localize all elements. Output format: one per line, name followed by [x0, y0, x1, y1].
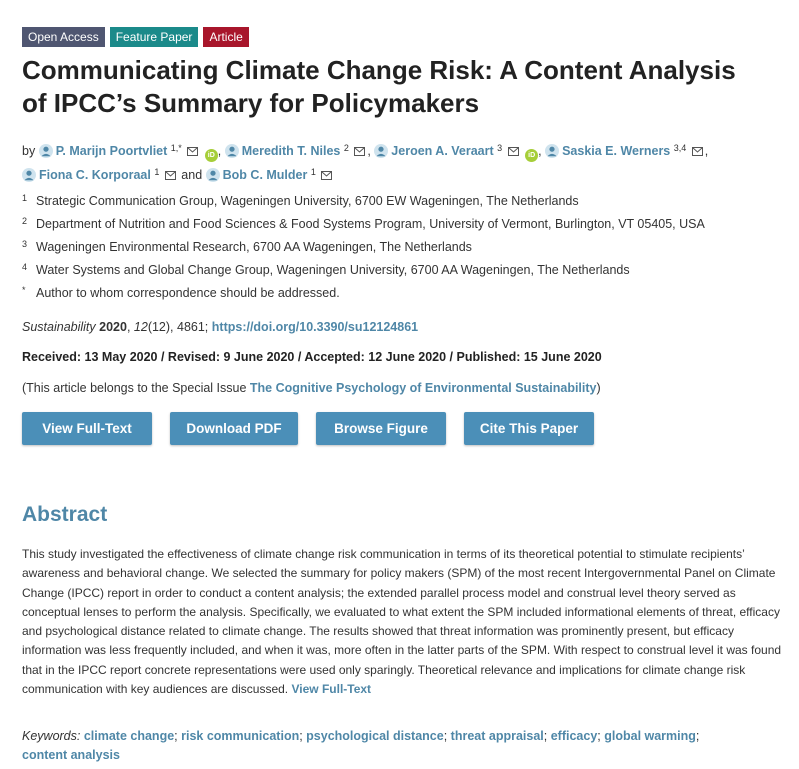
keywords-label: Keywords:: [22, 729, 81, 743]
citation-volume: 12: [133, 320, 148, 334]
author-affiliation-sup: 1,*: [170, 143, 182, 153]
special-issue-suffix: ): [596, 381, 601, 395]
author-link[interactable]: [39, 144, 171, 158]
affiliation: [22, 236, 782, 259]
affiliation-number: 4: [22, 262, 28, 272]
publication-dates: Received: 13 May 2020 / Revised: 9 June 2020 / Accepted: 12 June 2020 / Published: 15 June 2020: [22, 350, 602, 364]
special-issue-note: [22, 381, 601, 395]
and-label: and: [181, 168, 203, 182]
abstract-heading: Abstract: [22, 503, 108, 526]
author-name: Bob C. Mulder: [222, 168, 308, 182]
badge-row: [22, 27, 249, 47]
article-type-badge: Article: [203, 27, 248, 47]
keyword-link[interactable]: psychological distance: [306, 729, 444, 743]
affiliation-text: Wageningen Environmental Research, 6700 AA Wageningen, The Netherlands: [36, 240, 472, 254]
action-buttons: [22, 412, 594, 445]
author-name: Saskia E. Werners: [562, 144, 671, 158]
cite-paper-button[interactable]: Cite This Paper: [464, 412, 594, 445]
feature-paper-badge[interactable]: Feature Paper: [110, 27, 199, 47]
affiliation-number: 3: [22, 239, 28, 249]
author-list: by P. Marijn Poortvliet $^{1,*}$ iD , Meredith T. Niles $^2$ , Jeroen A. Veraart $^3$ iD , Saskia E. Werners $^{3,4}$ , Fiona C. Korporaal $^1$ and Bob C. Mulder $^1$: [22, 143, 709, 182]
browse-figure-button[interactable]: Browse Figure: [316, 412, 446, 445]
affiliation-list: [22, 190, 782, 305]
author-name: Fiona C. Korporaal: [39, 168, 151, 182]
keyword-link[interactable]: risk communication: [181, 729, 300, 743]
author-link[interactable]: [22, 168, 154, 182]
keyword-link[interactable]: content analysis: [22, 748, 120, 762]
author-affiliation-sup: 2: [343, 143, 349, 153]
person-icon: [39, 144, 53, 158]
affiliation-number: 1: [22, 193, 28, 203]
citation-article-number: , 4861;: [170, 320, 209, 334]
affiliation-text: Author to whom correspondence should be addressed.: [36, 286, 340, 300]
special-issue-link[interactable]: The Cognitive Psychology of Environmental Sustainability: [249, 381, 597, 395]
keyword-link[interactable]: threat appraisal: [450, 729, 544, 743]
author-link[interactable]: [225, 144, 344, 158]
author-name: Meredith T. Niles: [241, 144, 341, 158]
person-icon: [225, 144, 239, 158]
article-title: Communicating Climate Change Risk: A Content Analysis of IPCC’s Summary for Policymakers: [22, 55, 736, 118]
keywords-section: Keywords: climate change; risk communication; psychological distance; threat appraisal; efficacy; global warming; content analysis: [22, 729, 700, 762]
author-affiliation-sup: 1: [310, 167, 316, 177]
affiliation-text: Strategic Communication Group, Wageningen University, 6700 EW Wageningen, The Netherlands: [36, 194, 579, 208]
author-link[interactable]: [374, 144, 497, 158]
person-icon: [22, 168, 36, 182]
abstract-body: [22, 545, 782, 699]
citation-issue: (12): [147, 320, 171, 334]
open-access-badge[interactable]: Open Access: [22, 27, 105, 47]
doi-link[interactable]: https://doi.org/10.3390/su12124861: [211, 320, 419, 334]
author-name: Jeroen A. Veraart: [391, 144, 494, 158]
abstract-text: This study investigated the effectiveness of climate change risk communication in terms of its theoretical potential to stimulate recipients’ awareness and behavioral change. We selected the summary for policy makers (SPM) of the most recent Intergovernmental Panel on Climate Change (IPCC) report in order to conduct a content analysis; the extended parallel process model and construal level theory served as conceptual lenses to perform the analysis. Specifically, we evaluated to what extent the SPM included informational elements of threat, efficacy and psychological distance related to climate change. The results showed that threat information was prominently present, but efficacy information was less frequently included, and when it was, more often in the latter parts of the SPM. With respect to construal level it was found that in the IPCC report concrete representations were used only sparingly. Theoretical relevance and implications for climate change risk communication with key audiences are discussed.: [22, 547, 782, 697]
person-icon: [374, 144, 388, 158]
keyword-link[interactable]: global warming: [604, 729, 696, 743]
keyword-link[interactable]: efficacy: [550, 729, 598, 743]
orcid-icon[interactable]: iD: [525, 149, 538, 162]
special-issue-prefix: (This article belongs to the Special Issue: [22, 381, 247, 395]
download-pdf-button[interactable]: Download PDF: [170, 412, 298, 445]
affiliation-number: 2: [22, 216, 28, 226]
citation-line: Sustainability 2020, 12(12), 4861; https://doi.org/10.3390/su12124861: [22, 320, 419, 334]
author-link[interactable]: [545, 144, 674, 158]
affiliation-text: Water Systems and Global Change Group, Wageningen University, 6700 AA Wageningen, The Netherlands: [36, 263, 630, 277]
person-icon: [545, 144, 559, 158]
affiliation: [22, 282, 782, 305]
affiliation-number: *: [22, 285, 26, 295]
author-affiliation-sup: 1: [154, 167, 160, 177]
author-link[interactable]: [206, 168, 311, 182]
view-full-text-button[interactable]: View Full-Text: [22, 412, 152, 445]
author-affiliation-sup: 3: [497, 143, 503, 153]
author-name: P. Marijn Poortvliet: [55, 144, 168, 158]
envelope-icon[interactable]: [508, 147, 519, 156]
affiliation-text: Department of Nutrition and Food Sciences & Food Systems Program, University of Vermont, Burlington, VT 05405, USA: [36, 217, 705, 231]
by-label: by: [22, 144, 36, 158]
author-affiliation-sup: 3,4: [673, 143, 687, 153]
envelope-icon[interactable]: [321, 171, 332, 180]
citation-year: 2020: [99, 320, 127, 334]
keyword-link[interactable]: climate change: [83, 729, 175, 743]
affiliation: [22, 259, 782, 282]
envelope-icon[interactable]: [692, 147, 703, 156]
person-icon: [206, 168, 220, 182]
orcid-icon[interactable]: iD: [205, 149, 218, 162]
affiliation: [22, 190, 782, 213]
journal-name: Sustainability: [22, 320, 96, 334]
abstract-view-full-text-link[interactable]: View Full-Text: [291, 682, 372, 697]
envelope-icon[interactable]: [165, 171, 176, 180]
affiliation: [22, 213, 782, 236]
envelope-icon[interactable]: [354, 147, 365, 156]
envelope-icon[interactable]: [187, 147, 198, 156]
